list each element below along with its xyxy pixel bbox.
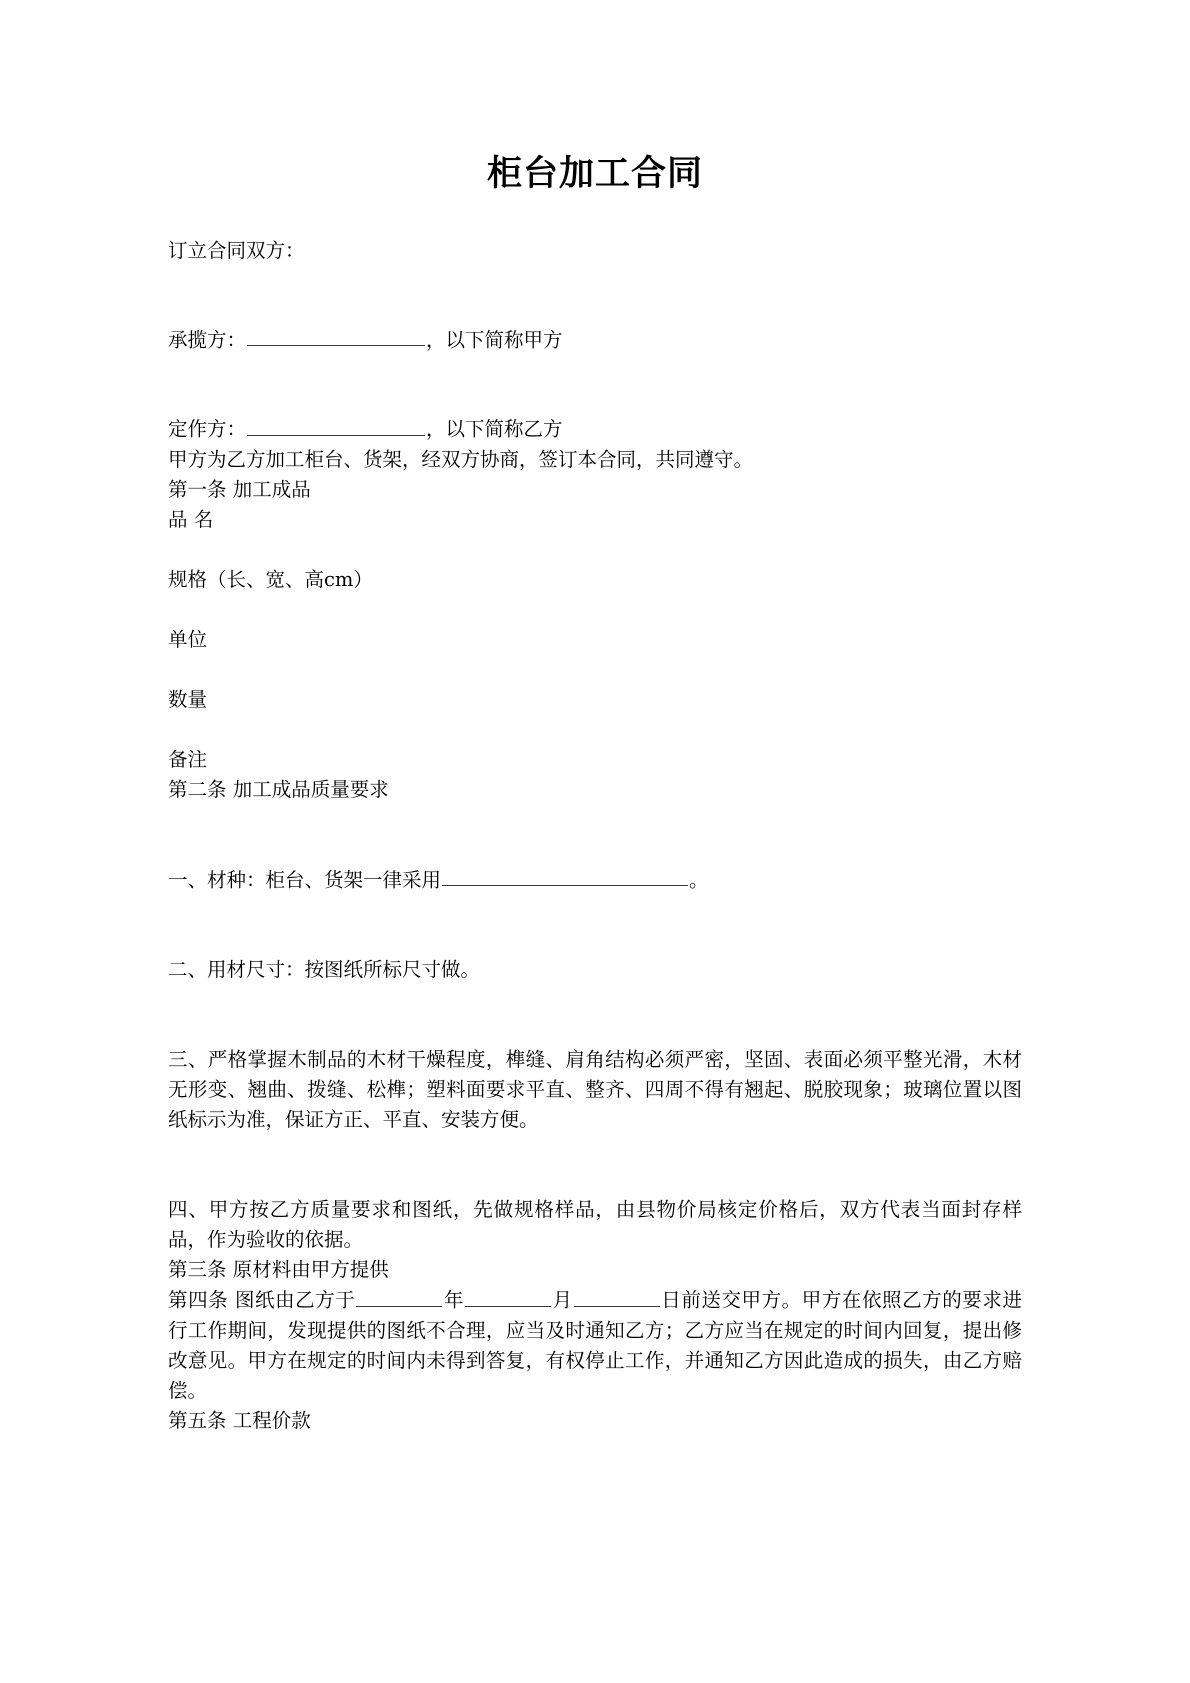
spacer [168,535,1022,565]
spacer [168,355,1022,414]
orderer-label: 定作方： [168,417,247,441]
label-month: 月 [552,1288,573,1312]
article-2-heading: 第二条 加工成品质量要求 [168,777,389,801]
spacer [168,895,1022,955]
contractor-label: 承揽方： [168,328,247,352]
spacer [168,655,1022,685]
contractor-line [168,325,1022,355]
spacer [168,715,1022,745]
spacer [168,196,1022,236]
article-1-field-remark: 备注 [168,747,208,771]
spacer [168,595,1022,625]
article-2-item-1-tail: 。 [689,868,709,892]
material-type-field[interactable] [442,865,688,886]
orderer-line [168,414,1022,444]
orderer-suffix: ，以下简称乙方 [426,417,563,441]
article-4-paragraph [168,1285,1022,1405]
drawing-month-field[interactable] [465,1285,551,1306]
article-4-lead: 第四条 图纸由乙方于 [168,1288,356,1312]
contractor-name-field[interactable] [247,325,425,346]
article-1-field-spec: 规格（长、宽、高cm） [168,567,373,591]
article-5-heading: 第五条 工程价款 [168,1408,311,1432]
spacer [168,985,1022,1045]
orderer-name-field[interactable] [247,414,425,435]
spacer [168,1135,1022,1195]
article-1-field-quantity: 数量 [168,687,208,711]
document-content [168,0,1022,1436]
article-3-heading: 第三条 原材料由甲方提供 [168,1258,389,1282]
article-4-body: 甲方在依照乙方的要求进行工作期间，发现提供的图纸不合理，应当及时通知乙方；乙方应当在规定的时间内回复，提出修改意见。甲方在规定的时间内未得到答复，有权停止工作，并通知乙方因此造成的损失，由乙方赔偿。 [168,1288,1022,1402]
spacer [168,805,1022,865]
article-2-item-2: 二、用材尺寸：按图纸所标尺寸做。 [168,958,481,982]
label-day: 日前送交甲方。 [660,1288,802,1312]
drawing-year-field[interactable] [356,1285,442,1306]
contractor-suffix: ，以下简称甲方 [426,328,563,352]
article-1-field-product-name: 品 名 [168,507,214,531]
preamble-paragraph: 甲方为乙方加工柜台、货架，经双方协商，签订本合同，共同遵守。 [168,447,754,471]
spacer [168,266,1022,325]
label-year: 年 [443,1288,465,1312]
article-2-item-3: 三、严格掌握木制品的木材干燥程度，榫缝、肩角结构必须严密，坚固、表面必须平整光滑，木材无形变、翘曲、拨缝、松榫；塑料面要求平直、整齐、四周不得有翘起、脱胶现象；玻璃位置以图纸标示为准，保证方正、平直、安装方便。 [168,1048,1022,1132]
article-1-field-unit: 单位 [168,627,208,651]
article-2-item-1 [168,865,1022,895]
page-title: 柜台加工合同 [486,153,703,194]
article-2-item-1-lead: 一、材种：柜台、货架一律采用 [168,868,442,892]
drawing-day-field[interactable] [574,1285,660,1306]
article-1-heading: 第一条 加工成品 [168,477,311,501]
intro-label: 订立合同双方： [168,238,305,262]
article-2-item-4: 四、甲方按乙方质量要求和图纸，先做规格样品，由县物价局核定价格后，双方代表当面封存样品，作为验收的依据。 [168,1198,1022,1252]
